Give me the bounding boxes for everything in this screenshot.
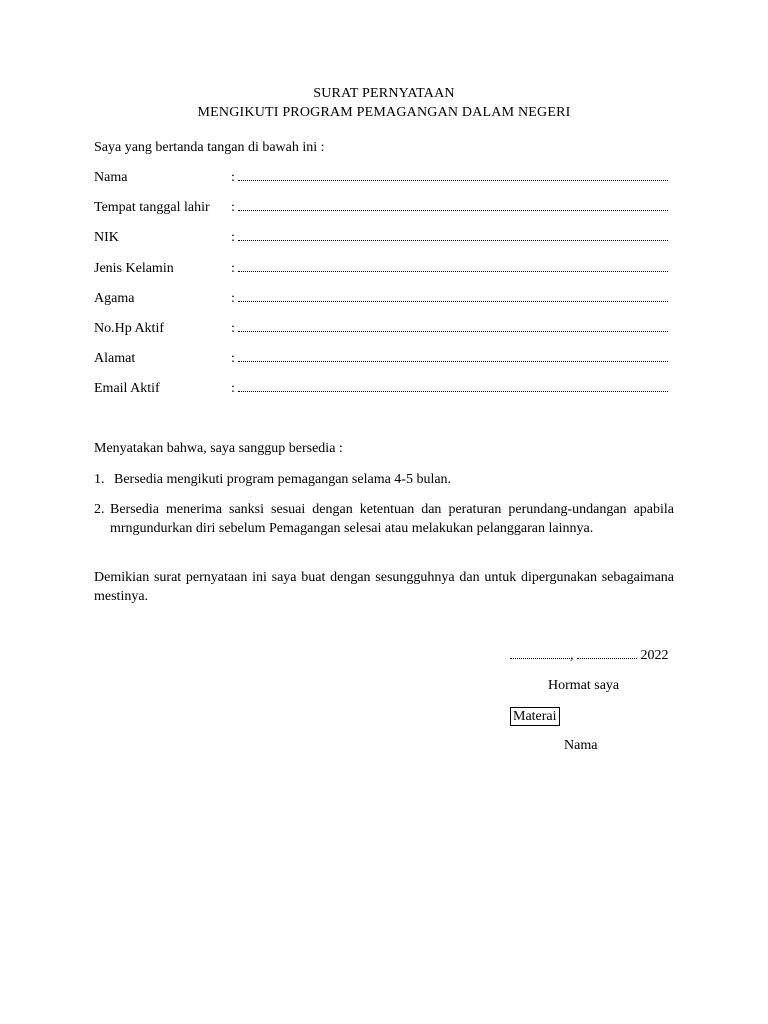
- fill-in-line: [231, 321, 674, 337]
- signatory-name: Nama: [564, 738, 598, 753]
- list-item-number: 2.: [94, 502, 105, 517]
- field-separator: :: [231, 290, 235, 306]
- field-separator: :: [231, 351, 235, 367]
- dotted-line: [238, 170, 668, 181]
- dotted-line: [238, 261, 668, 272]
- field-row-jenis-kelamin: [94, 261, 674, 291]
- field-separator: :: [231, 170, 235, 185]
- field-row-tempat-tanggal-lahir: [94, 200, 674, 230]
- field-label: Agama: [94, 290, 135, 306]
- list-item-text: Bersedia mengikuti program pemagangan selama 4-5 bulan.: [114, 472, 452, 487]
- intro-text: Saya yang bertanda tangan di bawah ini :: [94, 140, 325, 155]
- field-label: Tempat tanggal lahir: [94, 200, 210, 216]
- field-separator: :: [231, 381, 235, 397]
- field-row-nama: [94, 170, 674, 200]
- dotted-line: [238, 351, 668, 362]
- field-row-nik: [94, 230, 674, 260]
- document-subtitle: MENGIKUTI PROGRAM PEMAGANGAN DALAM NEGERI: [197, 105, 571, 120]
- dotted-line: [238, 291, 668, 302]
- dotted-line: [238, 381, 668, 392]
- statement-text: Menyatakan bahwa, saya sanggup bersedia :: [94, 441, 343, 456]
- field-label: NIK: [94, 230, 119, 246]
- fill-in-line: [231, 170, 674, 186]
- field-row-no-hp-aktif: [94, 321, 674, 351]
- signature-date: [510, 648, 669, 664]
- list-item-number: 1.: [94, 472, 105, 487]
- date-day-line: [577, 648, 637, 659]
- field-separator: :: [231, 230, 235, 246]
- field-separator: :: [231, 320, 235, 336]
- list-item-text: Bersedia menerima sanksi sesuai dengan ketentuan dan peraturan perundang-undangan apabila mrngundurkan diri sebelum Pemagangan selesai atau melakukan pelanggaran lainnya.: [110, 502, 674, 536]
- field-row-alamat: [94, 351, 674, 381]
- field-row-email-aktif: [94, 381, 674, 411]
- dotted-line: [238, 200, 668, 211]
- date-place-line: [510, 648, 570, 659]
- field-label: Nama: [94, 170, 128, 185]
- document-title: SURAT PERNYATAAN: [313, 86, 455, 101]
- fill-in-line: [231, 291, 674, 307]
- fill-in-line: [231, 200, 674, 216]
- regards-text: Hormat saya: [548, 678, 620, 693]
- field-row-agama: [94, 291, 674, 321]
- closing-paragraph: Demikian surat pernyataan ini saya buat dengan sesungguhnya dan untuk dipergunakan sebagaimana mestinya.: [94, 570, 674, 604]
- field-label: Email Aktif: [94, 381, 160, 397]
- dotted-line: [238, 230, 668, 241]
- list-item: [94, 472, 451, 488]
- date-year: 2022: [640, 648, 669, 663]
- field-separator: :: [231, 200, 235, 216]
- fill-in-line: [231, 261, 674, 277]
- field-separator: :: [231, 260, 235, 276]
- fill-in-line: [231, 351, 674, 367]
- field-label: Alamat: [94, 351, 136, 367]
- list-item: [94, 501, 674, 538]
- fill-in-line: [231, 381, 674, 397]
- identity-fields: [94, 170, 674, 412]
- date-separator: ,: [570, 648, 574, 663]
- fill-in-line: [231, 230, 674, 246]
- stamp-box: Materai: [510, 707, 560, 726]
- field-label: No.Hp Aktif: [94, 320, 164, 336]
- dotted-line: [238, 321, 668, 332]
- field-label: Jenis Kelamin: [94, 260, 174, 276]
